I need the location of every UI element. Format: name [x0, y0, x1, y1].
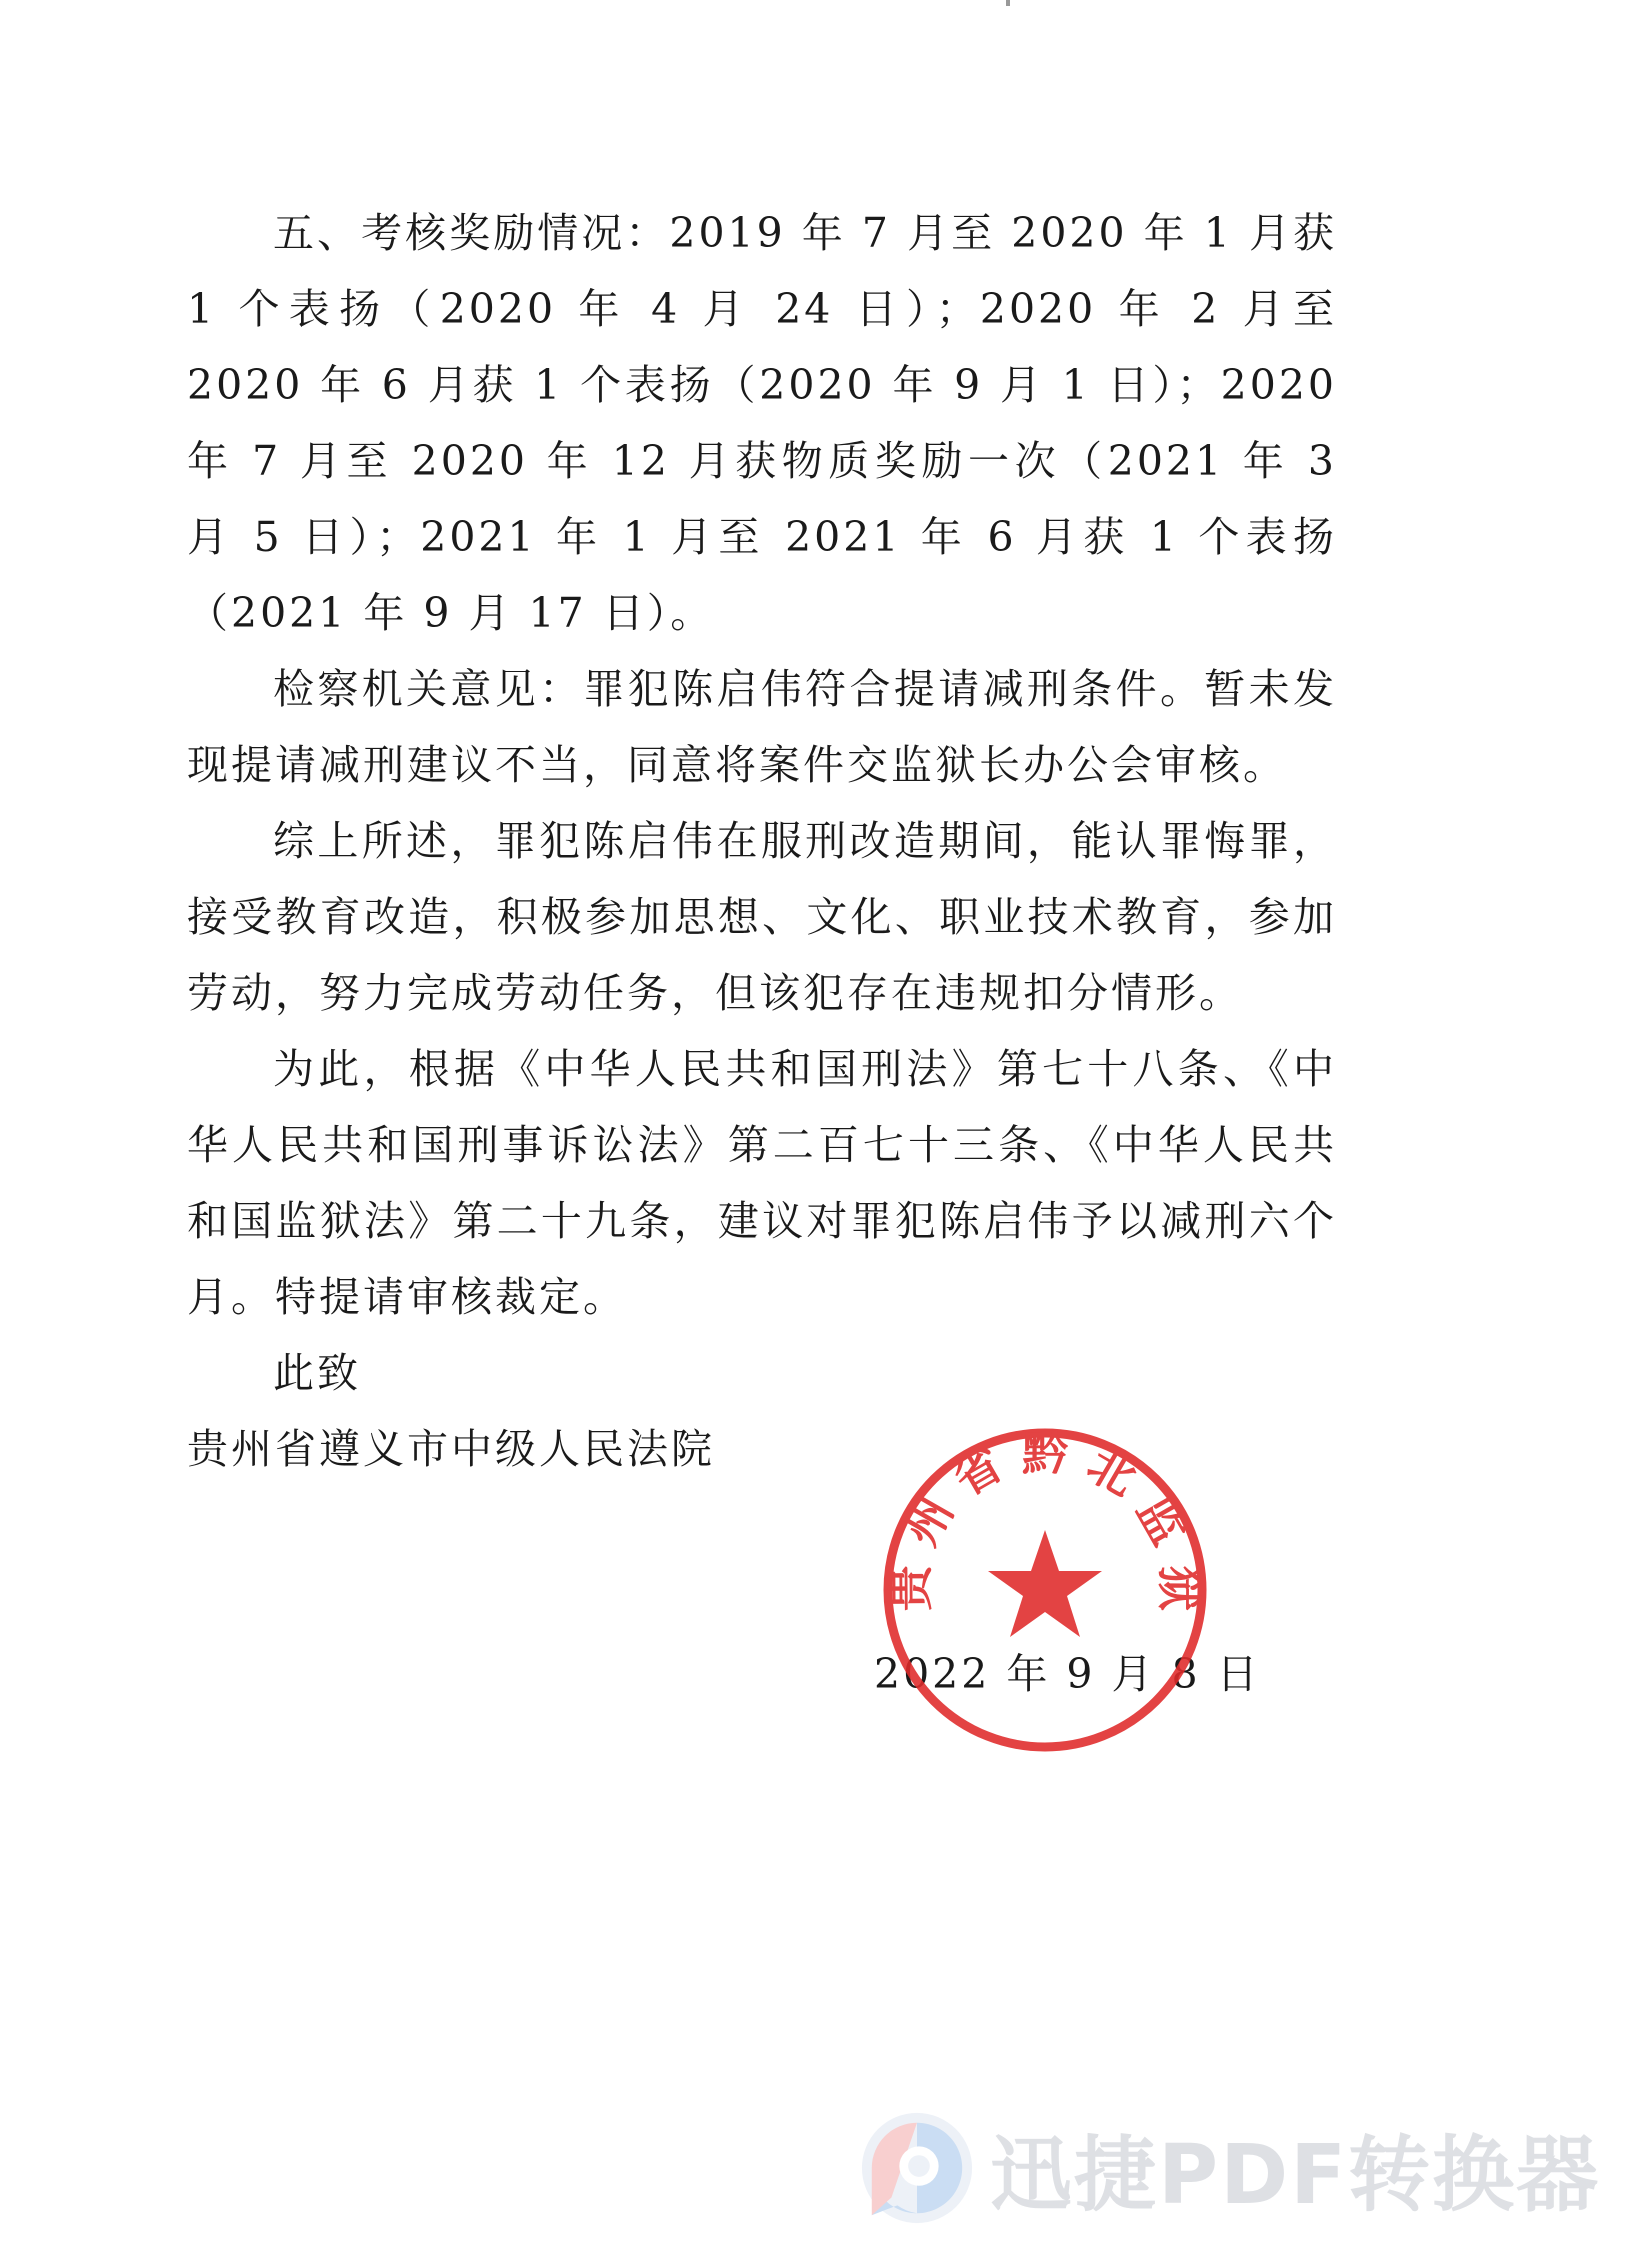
scan-speck	[1006, 0, 1010, 6]
watermark	[858, 2098, 1600, 2238]
addressee: 贵州省遵义市中级人民法院	[187, 1425, 715, 1473]
star-icon	[988, 1530, 1102, 1637]
converter-logo-icon	[858, 2109, 976, 2227]
salutation: 此致	[273, 1349, 361, 1397]
paragraph-recommendation: 为此，根据《中华人民共和国刑法》第七十八条、《中华人民共和国刑事诉讼法》第二百七十三条、《中华人民共和国监狱法》第二十九条，建议对罪犯陈启伟予以减刑六个月。特提请审核裁定。	[187, 1045, 1337, 1321]
document-date: 2022 年 9 月 8 日	[874, 1650, 1261, 1698]
paragraph-reward-record: 五、考核奖励情况：2019 年 7 月至 2020 年 1 月获 1 个表扬（2020 年 4 月 24 日）；2020 年 2 月至 2020 年 6 月获 1 个表扬（2020 年 9 月 1 日）；2020 年 7 月至 2020 年 12 月获物质奖励一次（2021 年 3 月 5 日）；2021 年 1 月至 2021 年 6 月获 1 个表扬（2021 年 9 月 17 日）。	[187, 209, 1337, 637]
watermark-text: 迅捷PDF转换器	[990, 2127, 1601, 2223]
paragraph-procuratorate-opinion: 检察机关意见：罪犯陈启伟符合提请减刑条件。暂未发现提请减刑建议不当，同意将案件交监狱长办公会审核。	[187, 665, 1337, 789]
official-seal	[880, 1425, 1210, 1755]
paragraph-summary: 综上所述，罪犯陈启伟在服刑改造期间，能认罪悔罪，接受教育改造，积极参加思想、文化、职业技术教育，参加劳动，努力完成劳动任务，但该犯存在违规扣分情形。	[187, 817, 1337, 1017]
seal-text: 贵 州 省 黔 北 监 狱	[883, 1426, 1207, 1612]
document-body	[187, 195, 1337, 1335]
